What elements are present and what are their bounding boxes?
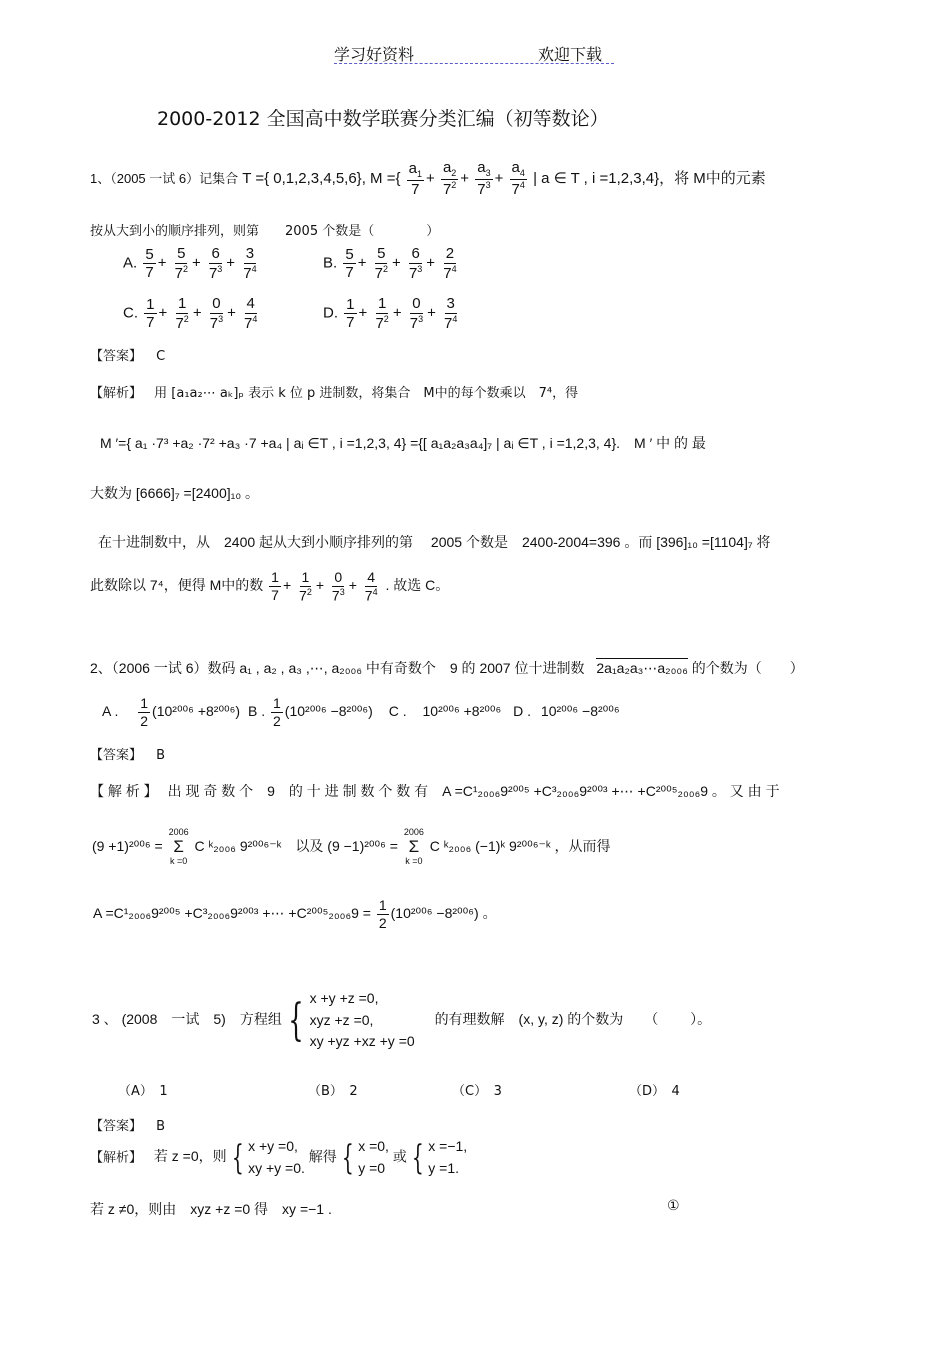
q3-answer [90,1115,165,1134]
fraction: $\frac{5}{7^2}$ [174,245,188,282]
answer-value: B [156,748,166,763]
question-text: 的有理数解 (x, y, z) 的个数为 （ ）。 [434,1011,712,1028]
q2-stem [90,658,804,678]
q1-option-b: B. $\frac{5}{7}$ + $\frac{5}{7^2}$ + $\frac{6}{7^3}$ + $\frac{2}{7^4}$ [323,245,457,282]
option-label: A. [123,254,138,272]
fraction: $\frac{1}{7}$ [346,295,355,332]
left-brace: { [288,994,304,1046]
answer-label: 【答案】 [90,349,143,364]
circled-one-marker: ① [667,1198,680,1214]
option-label: B . [247,702,266,719]
fraction: $\frac{3}{7^4}$ [243,245,257,282]
analysis-label: 【解析】 [90,1149,143,1165]
fraction: $\frac{1}{7}$ [271,569,279,604]
fraction: $\frac{a_4}{7^4}$ [511,159,525,199]
fraction: $\frac{1}{7^2}$ [375,295,389,332]
option-d-value: 10²⁰⁰⁶ −8²⁰⁰⁶ [540,702,620,719]
fraction: $\frac{5}{7^2}$ [374,245,388,282]
option-label: B. [323,254,338,272]
q3-analysis-1 [90,1136,467,1179]
fraction: $\frac{3}{7^4}$ [444,295,458,332]
question-text: 2、（2006 一试 6）数码 a₁ , a₂ , a₃ ,⋯, a₂₀₀₆ 中有奇数个 9 的 2007 位十进制数 [90,660,585,676]
q1-analysis-1 [90,382,578,401]
q3-option-a: （A） 1 [118,1084,168,1099]
analysis-text: 若 z =0，则 [153,1148,227,1165]
fraction: $\frac{5}{7}$ [145,245,154,282]
fraction: $\frac{a_3}{7^3}$ [477,159,491,199]
q3-analysis-2: 若 z ≠0，则由 xyz +z =0 得 xy =−1 . [90,1201,332,1217]
number-overline: 2a₁a₂a₃⋯a₂₀₀₆ [596,660,688,676]
analysis-text: 解得 [308,1148,337,1165]
analysis-text: 出 现 奇 数 个 9 的 十 进 制 数 个 数 有 A =C¹₂₀₀₆9²⁰⁰⁵ +C³₂₀₀₆9²⁰⁰³ +⋯ +C²⁰⁰⁵₂₀₀₆9 。 又 由 于 [167,783,780,799]
header-right: 欢迎下载 [538,45,603,64]
q1-stem: 1、（2005 一试 6）记集合 T ={ 0,1,2,3,4,5,6}, M ={ $\frac{a_1}{7}$ + $\frac{a_2}{7^2}$ + $\frac{a_3}{7^3}$ + $\frac{a_4}{7^4}$ | a ∈ T , i =1,2,3,4}，将 M中的元素 [90,159,766,199]
q1-analysis-2: M ′={ a₁ ·7³ +a₂ ·7² +a₃ ·7 +a₄ | aᵢ ∈T , i =1,2,3, 4} ={[ a₁a₂a₃a₄]₇ | aᵢ ∈T , i =1,2,3, 4}. M ′ 中 的 最 [100,435,706,451]
fraction: $\frac{0}{7^3}$ [209,295,224,332]
fraction: $\frac{6}{7^3}$ [408,245,423,282]
header-divider [334,63,614,64]
analysis-text: C ᵏ₂₀₀₆ (−1)ᵏ 9²⁰⁰⁶⁻ᵏ ，从而得 [429,837,611,854]
option-label: D . [513,702,532,719]
q1-intro: 1、（2005 一试 6）记集合 [90,171,239,187]
option-label: C. [123,304,138,322]
q3-option-b: （B） 2 [308,1084,358,1099]
equation-system: x +y =0, xy +y =0. [248,1138,305,1176]
fraction: $\frac{4}{7^4}$ [364,569,378,604]
equation-system: x =−1, y =1. [428,1138,468,1176]
q1-set-m-post: | a ∈ T , i =1,2,3,4}，将 M中的元素 [533,170,766,188]
q3-option-d: （D） 4 [629,1084,680,1099]
answer-value: B [156,1119,166,1134]
q1-answer [90,345,165,364]
analysis-label: 【解析】 [90,386,143,401]
fraction: $\frac{a_1}{7}$ [408,159,422,198]
q1-set-t: T ={ 0,1,2,3,4,5,6}, [242,170,366,188]
analysis-text: 用 [a₁a₂⋯ aₖ]ₚ 表示 k 位 p 进制数，将集合 M中的每个数乘以 7⁴，得 [154,386,579,401]
fraction: $\frac{1}{2}$ [140,695,149,729]
q1-set-m-pre: M ={ [370,170,401,188]
fraction: $\frac{1}{2}$ [378,897,387,931]
analysis-text: (10²⁰⁰⁶ −8²⁰⁰⁶) 。 [390,904,497,921]
fraction: $\frac{6}{7^3}$ [208,245,223,282]
left-brace: { [411,1137,424,1178]
q1-analysis-5: 此数除以 7⁴，便得 M中的数 $\frac{1}{7}$ + $\frac{1}{7^2}$ + $\frac{0}{7^3}$ + $\frac{4}{7^4}$ . 故选 C。 [90,569,450,604]
q1-line2: 按从大到小的顺序排列，则第 2005 个数是（ ） [90,224,440,239]
fraction: $\frac{4}{7^4}$ [244,295,258,332]
fraction: $\frac{1}{7^2}$ [175,295,189,332]
option-label: A . [102,702,119,719]
fraction: $\frac{1}{7^2}$ [299,569,312,604]
q3-option-c: （C） 3 [452,1084,502,1099]
analysis-text: C ᵏ₂₀₀₆ 9²⁰⁰⁶⁻ᵏ 以及 (9 −1)²⁰⁰⁶ = [194,837,398,854]
fraction: $\frac{1}{7}$ [146,295,155,332]
analysis-text: . 故选 C。 [385,577,450,594]
q2-analysis-2 [92,828,611,866]
left-brace: { [231,1137,244,1178]
analysis-text: (9 +1)²⁰⁰⁶ = [92,837,163,854]
q1-option-c: C. $\frac{1}{7}$ + $\frac{1}{7^2}$ + $\frac{0}{7^3}$ + $\frac{4}{7^4}$ [123,295,258,332]
question-text: 3 、 (2008 一试 5) 方程组 [92,1011,282,1028]
answer-label: 【答案】 [90,1119,143,1134]
option-b-value: (10²⁰⁰⁶ −8²⁰⁰⁶) [284,702,373,719]
q2-answer [90,744,165,763]
q1-option-a: A. $\frac{5}{7}$ + $\frac{5}{7^2}$ + $\frac{6}{7^3}$ + $\frac{3}{7^4}$ [123,245,257,282]
equation-system: x +y +z =0, xyz +z =0, xy +yz +xz +y =0 [309,990,415,1050]
analysis-text: A =C¹₂₀₀₆9²⁰⁰⁵ +C³₂₀₀₆9²⁰⁰³ +⋯ +C²⁰⁰⁵₂₀₀₆9 = [93,904,371,921]
analysis-label: 【 解 析 】 [90,783,158,799]
summation: 2006 Σ k =0 [403,827,424,866]
option-label: C . [388,702,407,719]
summation: 2006 Σ k =0 [168,827,189,866]
q3-stem [92,988,711,1053]
fraction: $\frac{5}{7}$ [345,245,354,282]
q1-analysis-4: 在十进制数中，从 2400 起从大到小顺序排列的第 2005 个数是 2400-2004=396 。而 [396]₁₀ =[1104]₇ 将 [98,534,771,550]
page-title: 2000-2012 全国高中数学联赛分类汇编（初等数论） [157,108,609,130]
equation-system: x =0, y =0 [358,1138,389,1176]
analysis-text: 或 [392,1148,407,1165]
fraction: $\frac{1}{2}$ [273,695,281,729]
left-brace: { [341,1137,354,1178]
option-c-value: 10²⁰⁰⁶ +8²⁰⁰⁶ [422,702,502,719]
analysis-text: 此数除以 7⁴，便得 M中的数 [90,577,264,594]
fraction: $\frac{0}{7^3}$ [331,569,345,604]
q1-option-d: D. $\frac{1}{7}$ + $\frac{1}{7^2}$ + $\frac{0}{7^3}$ + $\frac{3}{7^4}$ [323,295,458,332]
q2-options [102,696,620,728]
question-text: 的个数为（ ） [691,660,804,676]
fraction: $\frac{2}{7^4}$ [443,245,457,282]
fraction: $\frac{0}{7^3}$ [409,295,424,332]
option-a-value: (10²⁰⁰⁶ +8²⁰⁰⁶) [152,702,241,719]
q1-analysis-3: 大数为 [6666]₇ =[2400]₁₀ 。 [90,485,260,501]
header-left: 学习好资料 [334,45,415,64]
option-label: D. [323,304,338,322]
fraction: $\frac{a_2}{7^2}$ [442,159,457,199]
q2-analysis-3 [93,898,497,930]
q2-analysis-1 [90,781,780,801]
answer-label: 【答案】 [90,748,143,763]
answer-value: C [156,349,166,364]
